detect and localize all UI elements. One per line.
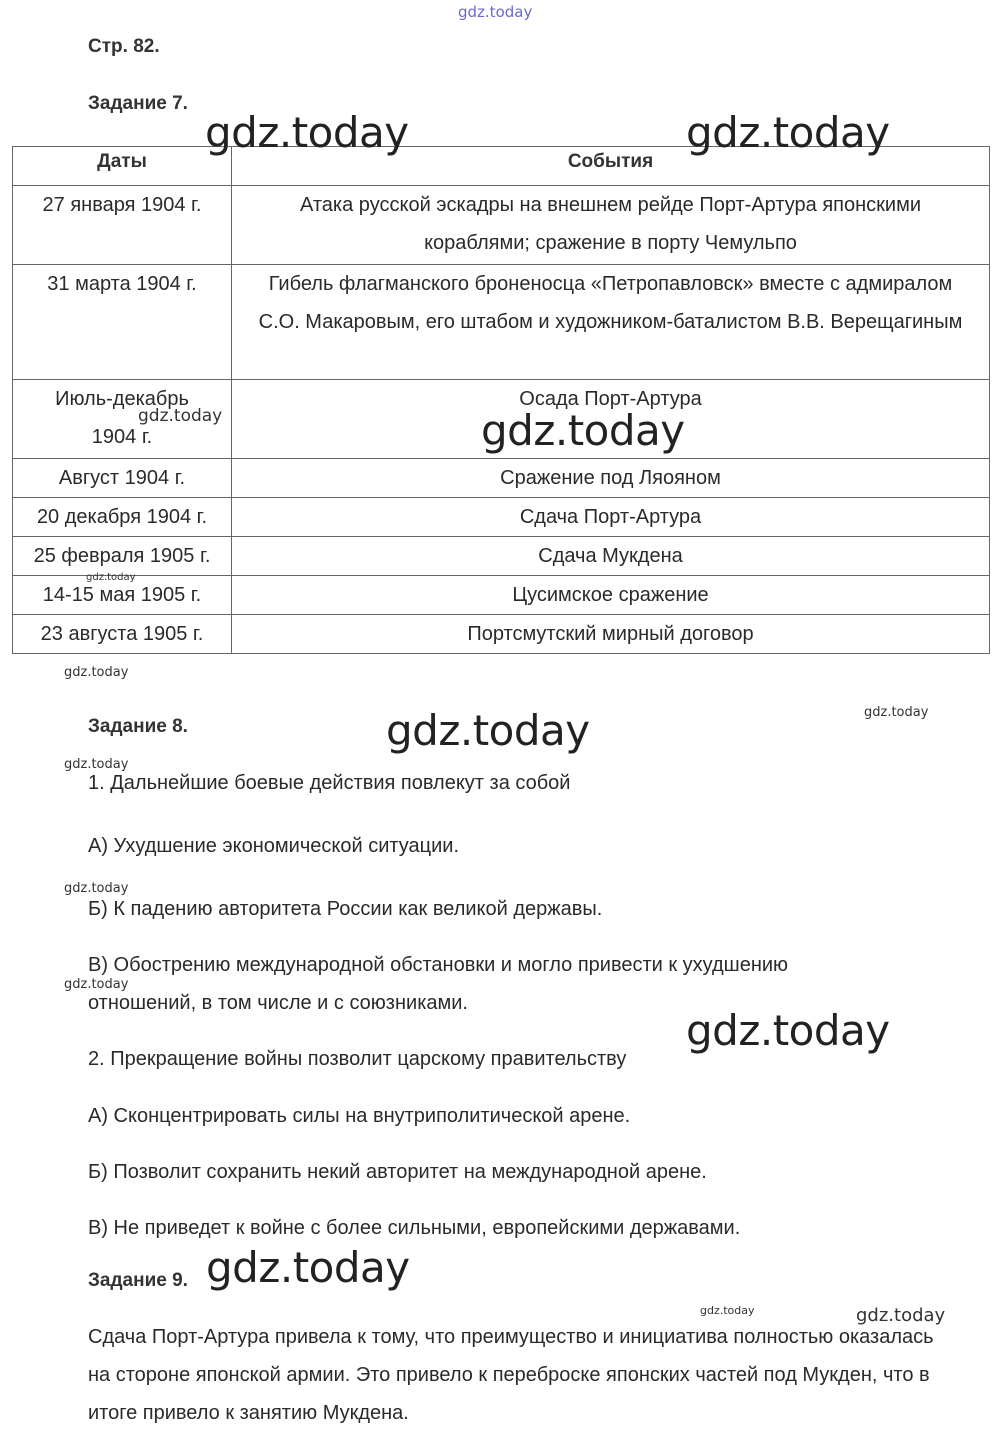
event-cell: Сражение под Ляояном [232, 459, 990, 498]
watermark: gdz.today [856, 1305, 946, 1326]
task7-heading: Задание 7. [88, 93, 188, 114]
date-cell: 20 декабря 1904 г. [13, 498, 232, 537]
watermark: gdz.today [206, 1243, 410, 1292]
watermark: gdz.today [686, 108, 890, 157]
task8-heading: Задание 8. [88, 716, 188, 737]
date-cell: 14-15 мая 1905 г. [13, 576, 232, 615]
date-cell: 25 февраля 1905 г. [13, 537, 232, 576]
event-cell: Гибель флагманского броненосца «Петропавловск» вместе с адмиралом С.О. Макаровым, его штабом и художником-баталистом В.В. Верещагиным [232, 265, 990, 380]
watermark: gdz.today [86, 572, 136, 583]
event-cell: Сдача Мукдена [232, 537, 990, 576]
date-cell: Июль-декабрь 1904 г. [13, 380, 232, 459]
watermark: gdz.today [64, 757, 129, 772]
column-header-dates: Даты [13, 147, 232, 186]
answer-2v: В) Не приведет к войне с более сильными, европейскими державами. [88, 1217, 741, 1239]
watermark: gdz.today [64, 977, 129, 992]
date-cell: 31 марта 1904 г. [13, 265, 232, 380]
events-table [12, 146, 990, 654]
event-cell: Осада Порт-Артура [232, 380, 990, 459]
watermark: gdz.today [700, 1304, 755, 1317]
watermark: gdz.today [481, 406, 685, 455]
task9-heading: Задание 9. [88, 1270, 188, 1291]
watermark: gdz.today [64, 881, 129, 896]
table-row [13, 576, 990, 615]
answer-1v-line2: отношений, в том числе и с союзниками. [88, 992, 468, 1014]
watermark: gdz.today [864, 705, 929, 720]
answer-2b: Б) Позволит сохранить некий авторитет на международной арене. [88, 1161, 707, 1183]
table-row [13, 498, 990, 537]
answer-1a: А) Ухудшение экономической ситуации. [88, 835, 460, 857]
watermark: gdz.today [64, 665, 129, 680]
date-cell: 27 января 1904 г. [13, 186, 232, 265]
answer-1b: Б) К падению авторитета России как великой державы. [88, 898, 603, 920]
event-cell: Цусимское сражение [232, 576, 990, 615]
event-cell: Сдача Порт-Артура [232, 498, 990, 537]
event-cell: Атака русской эскадры на внешнем рейде Порт-Артура японскими кораблями; сражение в порту Чемульпо [232, 186, 990, 265]
answer-2a: А) Сконцентрировать силы на внутриполитической арене. [88, 1105, 631, 1127]
watermark: gdz.today [386, 706, 590, 755]
watermark: gdz.today [138, 406, 223, 426]
table-row [13, 537, 990, 576]
watermark: gdz.today [205, 108, 409, 157]
table-row [13, 186, 990, 265]
page-label: Стр. 82. [88, 36, 160, 57]
answer-1v-line1: В) Обострению международной обстановки и могло привести к ухудшению [88, 954, 789, 976]
table-row [13, 459, 990, 498]
date-cell: 23 августа 1905 г. [13, 615, 232, 654]
question-1: 1. Дальнейшие боевые действия повлекут за собой [88, 772, 571, 794]
watermark: gdz.today [686, 1006, 890, 1055]
date-cell: Август 1904 г. [13, 459, 232, 498]
watermark: gdz.today [458, 3, 533, 21]
event-cell: Портсмутский мирный договор [232, 615, 990, 654]
question-2: 2. Прекращение войны позволит царскому правительству [88, 1048, 627, 1070]
table-row [13, 265, 990, 380]
column-header-events: События [232, 147, 990, 186]
table-row [13, 615, 990, 654]
task9-text: Сдача Порт-Артура привела к тому, что преимущество и инициатива полностью оказалась на стороне японской армии. Это привело к переброске японских частей под Мукден, что в итоге привело к занятию Мукдена. [88, 1326, 934, 1424]
